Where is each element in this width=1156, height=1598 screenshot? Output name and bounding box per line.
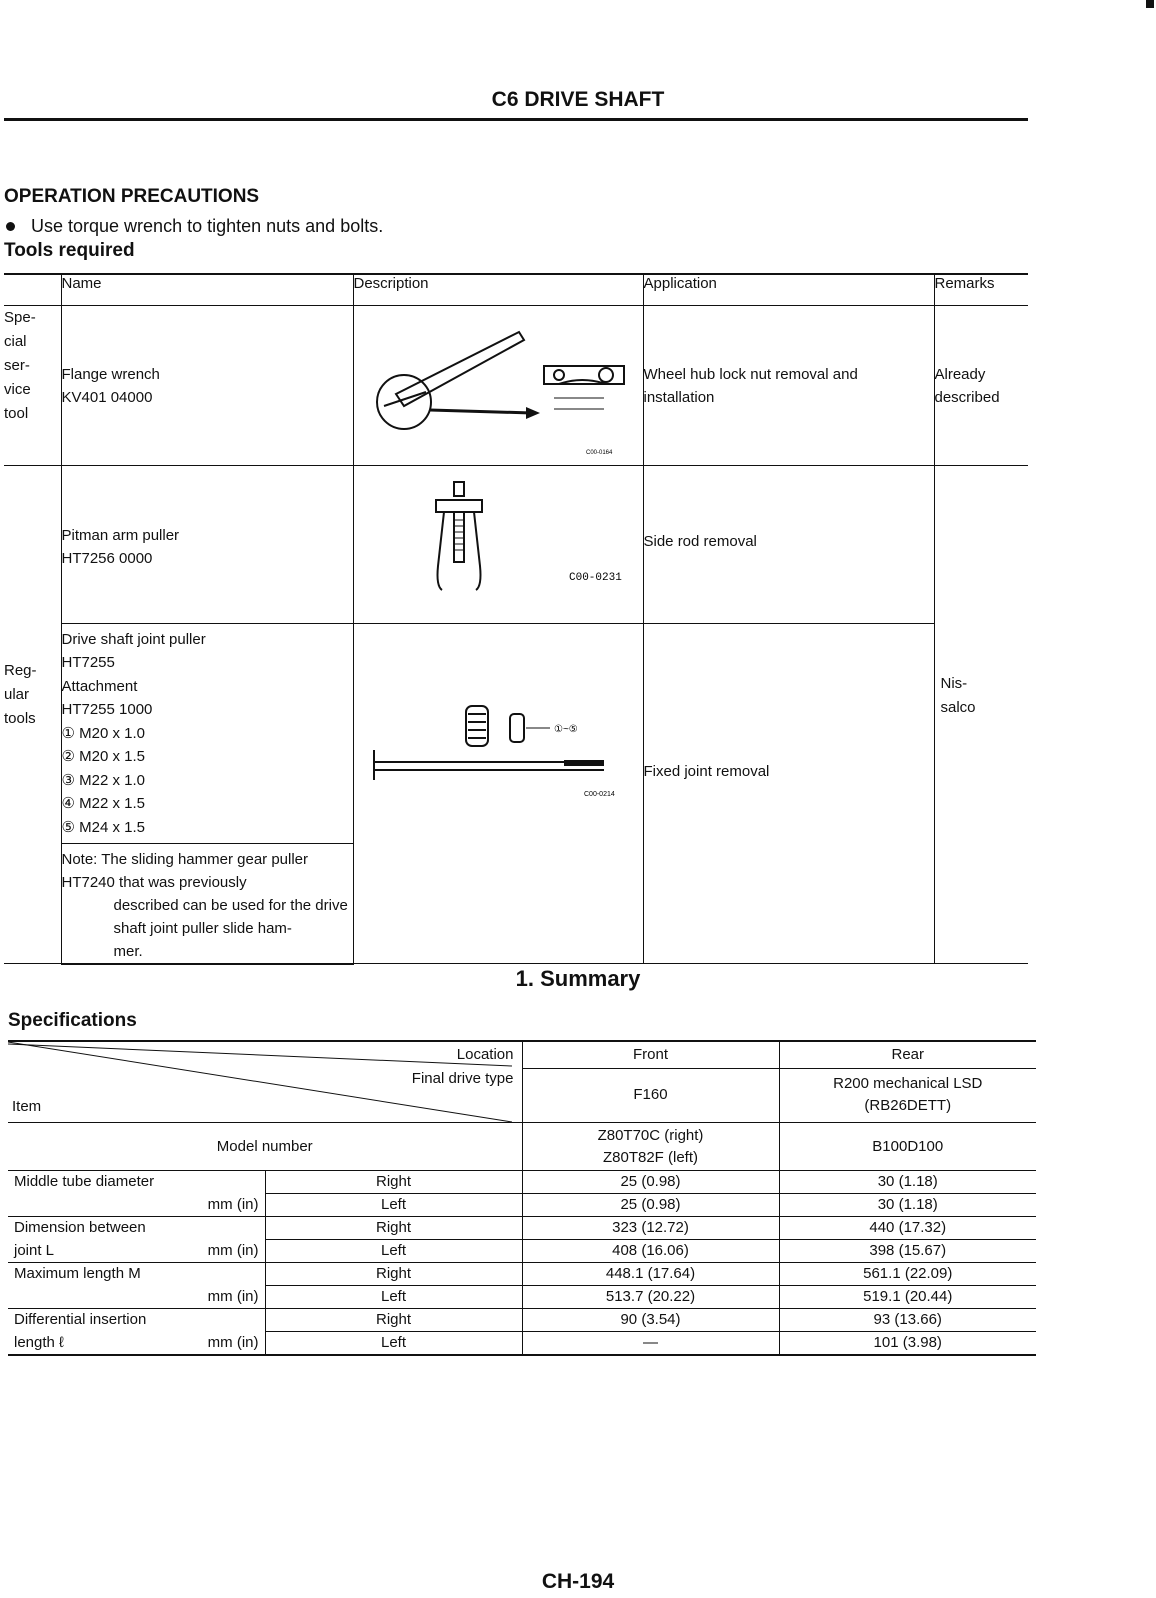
spec-row: [8, 1171, 1036, 1194]
remarks-line: salco: [940, 698, 976, 716]
tool-name: [61, 465, 353, 623]
spec-row: [8, 1332, 1036, 1356]
specifications-heading: Specifications: [8, 1010, 137, 1031]
cat-line: Spe-: [4, 308, 36, 326]
figure-callout: ①~⑤: [553, 723, 578, 735]
tools-heading: Tools required: [4, 240, 135, 261]
col-name: Name: [61, 274, 353, 305]
tool-row-pitman-arm-puller: [4, 465, 1028, 623]
col-application: Application: [643, 274, 934, 305]
bullet-icon: [6, 222, 15, 231]
model-number-label: Model number: [8, 1123, 522, 1171]
spec-rear-value: 440 (17.32): [779, 1217, 1036, 1240]
joint-puller-figure: [353, 623, 643, 964]
spec-unit: mm (in): [8, 1194, 265, 1217]
cat-line: cial: [4, 332, 27, 350]
flange-wrench-figure: [353, 305, 643, 465]
tool-name-line: Pitman arm puller: [61, 526, 180, 544]
rear-type: [779, 1068, 1036, 1122]
item-label: Item: [12, 1098, 42, 1115]
spec-front-value: 408 (16.06): [522, 1240, 779, 1263]
tool-name: [61, 623, 353, 843]
flange-wrench-illustration: [354, 306, 644, 464]
page-number: CH-194: [541, 1570, 615, 1593]
tool-application: [643, 305, 934, 465]
tool-part-number: HT7255: [61, 654, 115, 671]
tool-part-number: HT7256 0000: [61, 550, 153, 567]
operation-heading: OPERATION PRECAUTIONS: [4, 186, 260, 207]
col-description: Description: [353, 274, 643, 305]
final-drive-type-label: Final drive type: [411, 1070, 514, 1087]
spec-item-label-2: [8, 1332, 265, 1356]
spec-front-value: 448.1 (17.64): [522, 1263, 779, 1286]
cat-line: vice: [4, 380, 31, 398]
specifications-table: [8, 1040, 1036, 1356]
spec-side: Right: [265, 1263, 522, 1286]
location-label: Location: [456, 1046, 514, 1063]
spec-side: Left: [265, 1240, 522, 1263]
front-model: [522, 1123, 779, 1171]
spec-front-value: 90 (3.54): [522, 1309, 779, 1332]
remarks-line: described: [934, 389, 1000, 406]
figure-code: C00-0231: [568, 571, 622, 584]
tools-note: [61, 843, 353, 964]
front-model-line: Z80T82F (left): [602, 1148, 699, 1166]
spec-item-label: Middle tube diameter: [8, 1171, 265, 1194]
spec-side: Right: [265, 1309, 522, 1332]
spec-rear-value: 561.1 (22.09): [779, 1263, 1036, 1286]
tool-name: [61, 305, 353, 465]
note-line: mer.: [113, 942, 143, 960]
tool-row-joint-puller: [4, 623, 1028, 843]
attachment-size: ④ M22 x 1.5: [61, 795, 145, 812]
attachment-size: ① M20 x 1.0: [61, 724, 145, 742]
cat-line: ser-: [4, 356, 30, 374]
pitman-puller-figure: [353, 465, 643, 623]
spec-front-value: 513.7 (20.22): [522, 1286, 779, 1309]
attachment-size: ⑤ M24 x 1.5: [61, 818, 145, 836]
spec-unit: mm (in): [8, 1286, 265, 1309]
spec-item-label-2: [8, 1240, 265, 1263]
spec-rear-value: 101 (3.98): [779, 1332, 1036, 1356]
spec-side: Right: [265, 1171, 522, 1194]
spec-front-value: 25 (0.98): [522, 1171, 779, 1194]
bullet-text: Use torque wrench to tighten nuts and bolts.: [31, 216, 384, 236]
col-remarks: Remarks: [934, 274, 1028, 305]
spec-front-value: 25 (0.98): [522, 1194, 779, 1217]
spec-item-label: Maximum length M: [8, 1263, 265, 1286]
cat-line: ular: [4, 685, 30, 703]
tool-application: Fixed joint removal: [643, 623, 934, 964]
rear-header: Rear: [779, 1041, 1036, 1068]
remarks-line: Already: [934, 365, 986, 383]
rear-type-line: (RB26DETT): [864, 1097, 952, 1115]
application-line: installation: [643, 389, 715, 406]
spec-row: [8, 1286, 1036, 1309]
tool-remarks: [934, 305, 1028, 465]
note-line: Note: The sliding hammer gear puller HT7240 that was previously: [61, 850, 309, 891]
front-header: Front: [522, 1041, 779, 1068]
spec-corner-header: [8, 1041, 522, 1123]
spec-row: [8, 1309, 1036, 1332]
pitman-puller-illustration: [354, 466, 644, 622]
summary-title: 1. Summary: [515, 966, 641, 991]
spec-model-row: [8, 1123, 1036, 1171]
tool-part-number: KV401 04000: [61, 389, 153, 406]
spec-rear-value: 30 (1.18): [779, 1194, 1036, 1217]
figure-code: C00-0214: [583, 790, 615, 798]
figure-code: C00-0164: [585, 449, 612, 456]
attachment-size: ③ M22 x 1.0: [61, 771, 145, 789]
spec-front-value: —: [522, 1332, 779, 1356]
spec-header-row-location: [8, 1041, 1036, 1068]
application-line: Wheel hub lock nut removal and: [643, 365, 858, 383]
joint-puller-illustration: [354, 624, 644, 844]
spec-side: Right: [265, 1217, 522, 1240]
spec-row: [8, 1217, 1036, 1240]
tools-table: [4, 273, 1028, 965]
spec-row: [8, 1263, 1036, 1286]
spec-side: Left: [265, 1194, 522, 1217]
cat-line: tool: [4, 404, 29, 422]
spec-item-label-cont: length ℓ: [14, 1333, 64, 1351]
spec-item-label: Differential insertion: [8, 1309, 265, 1332]
page-title: C6 DRIVE SHAFT: [491, 88, 665, 111]
header-blank: [4, 274, 61, 305]
front-model-line: Z80T70C (right): [597, 1126, 704, 1144]
tool-name-line: Flange wrench: [61, 365, 160, 383]
category-regular: [4, 465, 61, 964]
note-line: described can be used for the drive shaft joint puller slide ham-: [113, 896, 348, 937]
cat-line: Reg-: [4, 661, 37, 679]
tool-application: Side rod removal: [643, 465, 934, 623]
tool-remarks-regular: [934, 465, 1028, 964]
spec-rear-value: 398 (15.67): [779, 1240, 1036, 1263]
spec-item-label: Dimension between: [8, 1217, 265, 1240]
precaution-bullet: [4, 216, 383, 237]
spec-rear-value: 30 (1.18): [779, 1171, 1036, 1194]
spec-front-value: 323 (12.72): [522, 1217, 779, 1240]
tool-name-line: Drive shaft joint puller: [61, 630, 206, 648]
tools-header-row: [4, 274, 1028, 305]
rear-model: B100D100: [779, 1123, 1036, 1171]
spec-item-label-cont: joint L: [14, 1241, 55, 1259]
spec-side: Left: [265, 1286, 522, 1309]
header-rule: [4, 118, 1028, 121]
tool-part-number: HT7255 1000: [61, 701, 153, 718]
front-type: F160: [522, 1068, 779, 1122]
tool-name-line: Attachment: [61, 677, 138, 695]
spec-rear-value: 93 (13.66): [779, 1309, 1036, 1332]
spec-unit: mm (in): [207, 1333, 259, 1351]
spec-unit: mm (in): [207, 1241, 259, 1259]
category-special: [4, 305, 61, 465]
corner-mark: [1146, 0, 1154, 8]
spec-side: Left: [265, 1332, 522, 1356]
rear-type-line: R200 mechanical LSD: [833, 1075, 983, 1093]
spec-row: [8, 1240, 1036, 1263]
spec-rear-value: 519.1 (20.44): [779, 1286, 1036, 1309]
tool-row-flange-wrench: [4, 305, 1028, 465]
cat-line: tools: [4, 709, 36, 727]
remarks-line: Nis-: [940, 674, 968, 692]
attachment-size: ② M20 x 1.5: [61, 748, 145, 765]
spec-row: [8, 1194, 1036, 1217]
